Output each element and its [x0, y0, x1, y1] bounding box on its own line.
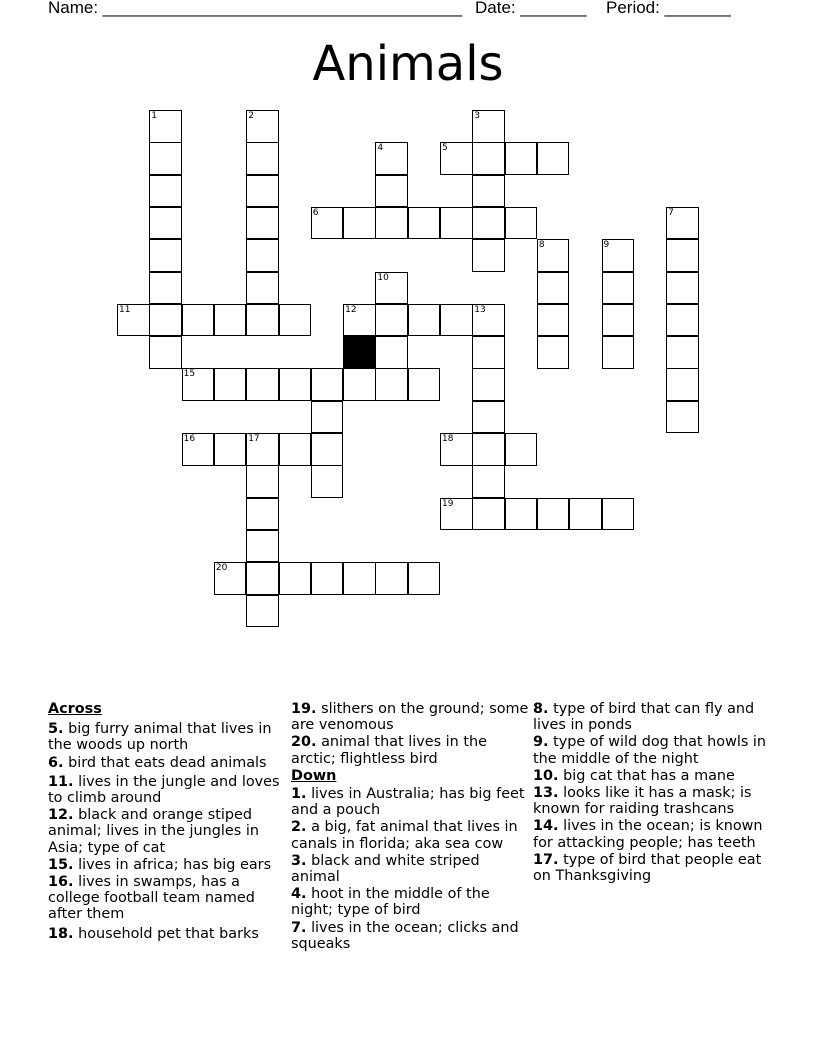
grid-cell[interactable] [375, 142, 408, 175]
clue-across-18: 18. household pet that barks [48, 925, 259, 942]
grid-cell[interactable] [246, 142, 279, 175]
grid-cell[interactable] [666, 304, 699, 337]
grid-cell[interactable] [279, 368, 312, 401]
clue-number: 7 [668, 207, 674, 218]
clue-down-14: 14. lives in the ocean; is known for attacking people; has teeth [533, 818, 763, 851]
clue-across-5: 5. big furry animal that lives in the woods up north [48, 721, 272, 754]
clue-down-8: 8. type of bird that can fly and lives in ponds [533, 701, 755, 734]
grid-cell[interactable] [537, 304, 570, 337]
grid-cell[interactable] [117, 304, 150, 337]
clue-number: 6 [312, 207, 319, 218]
grid-cell[interactable] [569, 498, 602, 531]
clue-across-19: 19. slithers on the ground; some are venomous [291, 701, 529, 734]
black-cell [343, 336, 376, 369]
grid-cell[interactable] [505, 433, 538, 466]
grid-cell[interactable] [149, 239, 182, 272]
grid-cell[interactable] [246, 304, 279, 337]
clue-number: 19 [442, 498, 454, 509]
grid-cell[interactable] [666, 401, 699, 434]
grid-cell[interactable] [472, 175, 505, 208]
grid-cell[interactable] [602, 272, 635, 305]
clues-column-2 [291, 701, 531, 953]
grid-cell[interactable] [472, 336, 505, 369]
clue-down-1: 1. lives in Australia; has big feet and a pouch [291, 786, 525, 819]
grid-cell[interactable] [149, 272, 182, 305]
clue-down-9: 9. type of wild dog that howls in the middle of the night [533, 734, 767, 767]
grid-cell[interactable] [375, 304, 408, 337]
grid-cell[interactable] [311, 207, 344, 240]
grid-cell[interactable] [182, 304, 215, 337]
clue-down-13: 13. looks like it has a mask; is known for raiding trashcans [533, 785, 752, 818]
down-heading: Down [291, 767, 337, 784]
grid-cell[interactable] [246, 239, 279, 272]
grid-cell[interactable] [408, 562, 441, 595]
grid-cell[interactable] [343, 207, 376, 240]
grid-cell[interactable] [602, 239, 635, 272]
grid-cell[interactable] [246, 368, 279, 401]
grid-cell[interactable] [214, 433, 247, 466]
grid-cell[interactable] [279, 433, 312, 466]
clue-number: 4 [377, 143, 384, 154]
grid-cell[interactable] [666, 239, 699, 272]
clue-number: 16 [183, 434, 196, 444]
clue-number: 12 [345, 304, 357, 315]
grid-cell[interactable] [182, 433, 215, 466]
grid-cell[interactable] [440, 142, 473, 175]
name-field[interactable]: Name: ______________________________________ [48, 0, 463, 17]
grid-cell[interactable] [408, 368, 441, 401]
grid-cell[interactable] [472, 401, 505, 434]
grid-cell[interactable] [537, 239, 570, 272]
clue-across-20: 20. animal that lives in the arctic; flightless bird [291, 734, 487, 767]
clues-column-1 [48, 701, 280, 943]
grid-cell[interactable] [537, 336, 570, 369]
grid-cell[interactable] [343, 304, 376, 337]
grid-cell[interactable] [375, 562, 408, 595]
grid-cell[interactable] [602, 304, 635, 337]
grid-cell[interactable] [440, 433, 473, 466]
clue-across-11: 11. lives in the jungle and loves to climb around [48, 773, 280, 807]
grid-cell[interactable] [408, 304, 441, 337]
grid-cell[interactable] [246, 110, 279, 143]
clue-down-3: 3. black and white striped animal [291, 852, 480, 886]
grid-cell[interactable] [537, 272, 570, 305]
grid-cell[interactable] [279, 304, 312, 337]
grid-cell[interactable] [666, 272, 699, 305]
grid-cell[interactable] [246, 562, 279, 595]
grid-cell[interactable] [505, 207, 538, 240]
clue-number: 10 [377, 272, 389, 283]
grid-cell[interactable] [472, 207, 505, 240]
grid-cell[interactable] [408, 207, 441, 240]
grid-cell[interactable] [311, 401, 344, 434]
grid-cell[interactable] [440, 207, 473, 240]
grid-cell[interactable] [214, 368, 247, 401]
grid-cell[interactable] [375, 368, 408, 401]
grid-cell[interactable] [472, 498, 505, 531]
grid-cell[interactable] [149, 304, 182, 337]
grid-cell[interactable] [537, 142, 570, 175]
grid-cell[interactable] [375, 272, 408, 305]
grid-cell[interactable] [214, 562, 247, 595]
clue-number: 17 [248, 434, 260, 444]
grid-cell[interactable] [149, 207, 182, 240]
clue-number: 2 [248, 111, 254, 121]
grid-cell[interactable] [246, 498, 279, 531]
period-field[interactable]: Period: _______ [606, 0, 731, 17]
page-title: Animals [312, 36, 504, 92]
clue-number: 15 [183, 369, 196, 380]
clue-across-16: 16. lives in swamps, has a college football team named after them [48, 874, 255, 923]
grid-cell[interactable] [149, 110, 182, 143]
grid-cell[interactable] [666, 207, 699, 240]
grid-cell[interactable] [505, 498, 538, 531]
grid-cell[interactable] [311, 433, 344, 466]
grid-cell[interactable] [375, 207, 408, 240]
clue-down-7: 7. lives in the ocean; clicks and squeaks [291, 919, 519, 952]
grid-cell[interactable] [666, 368, 699, 401]
grid-cell[interactable] [343, 562, 376, 595]
grid-cell[interactable] [472, 368, 505, 401]
grid-cell[interactable] [311, 368, 344, 401]
grid-cell[interactable] [246, 595, 279, 628]
grid-cell[interactable] [246, 433, 279, 466]
clue-across-6: 6. bird that eats dead animals [48, 754, 267, 771]
clue-number: 5 [442, 143, 448, 154]
grid-cell[interactable] [311, 465, 344, 498]
grid-cell[interactable] [472, 239, 505, 272]
grid-cell[interactable] [472, 433, 505, 466]
date-field[interactable]: Date: _______ [475, 0, 587, 17]
grid-cell[interactable] [472, 465, 505, 498]
clue-number: 8 [538, 240, 545, 251]
grid-cell[interactable] [537, 498, 570, 531]
clue-number: 18 [442, 434, 454, 444]
grid-cell[interactable] [149, 175, 182, 208]
grid-cell[interactable] [214, 304, 247, 337]
grid-cell[interactable] [149, 336, 182, 369]
grid-cell[interactable] [472, 304, 505, 337]
clue-across-15: 15. lives in africa; has big ears [48, 856, 272, 873]
grid-cell[interactable] [440, 304, 473, 337]
clue-down-10: 10. big cat that has a mane [533, 767, 735, 784]
clue-number: 13 [474, 304, 486, 315]
clue-number: 11 [119, 304, 131, 315]
grid-cell[interactable] [505, 142, 538, 175]
grid-cell[interactable] [602, 498, 635, 531]
grid-cell[interactable] [311, 562, 344, 595]
clue-across-12: 12. black and orange stiped animal; lives in the jungles in Asia; type of cat [48, 807, 259, 856]
grid-cell[interactable] [375, 175, 408, 208]
clue-number: 20 [215, 563, 228, 574]
grid-cell[interactable] [279, 562, 312, 595]
grid-cell[interactable] [375, 336, 408, 369]
grid-cell[interactable] [246, 207, 279, 240]
grid-cell[interactable] [472, 110, 505, 143]
grid-cell[interactable] [246, 175, 279, 208]
grid-cell[interactable] [343, 368, 376, 401]
grid-cell[interactable] [472, 142, 505, 175]
grid-cell[interactable] [602, 336, 635, 369]
clue-down-2: 2. a big, fat animal that lives in canals in florida; aka sea cow [291, 819, 518, 852]
clue-down-17: 17. type of bird that people eat on Thanksgiving [533, 851, 762, 885]
clue-number: 3 [474, 111, 481, 121]
clues-column-3 [533, 701, 778, 885]
grid-cell[interactable] [246, 530, 279, 563]
grid-cell[interactable] [149, 142, 182, 175]
clue-number: 1 [151, 111, 158, 121]
grid-cell[interactable] [246, 272, 279, 305]
grid-cell[interactable] [246, 465, 279, 498]
grid-cell[interactable] [182, 368, 215, 401]
across-heading: Across [48, 701, 102, 717]
clue-number: 9 [603, 240, 610, 251]
grid-cell[interactable] [666, 336, 699, 369]
clue-down-4: 4. hoot in the middle of the night; type of bird [291, 886, 490, 919]
grid-cell[interactable] [440, 498, 473, 531]
